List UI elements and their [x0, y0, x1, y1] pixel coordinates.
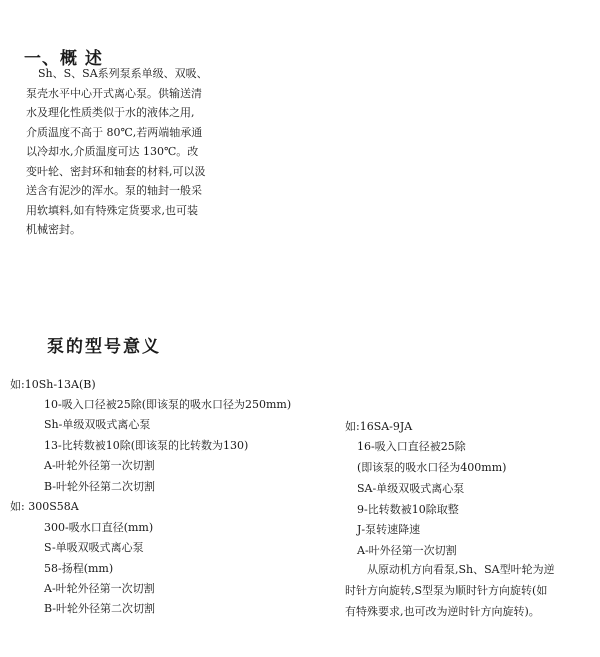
overview-line: 用软填料,如有特殊定货要求,也可装	[26, 203, 198, 217]
overview-line: 水及理化性质类似于水的液体之用,	[26, 106, 195, 119]
rotation-note-line: 时针方向旋转,S型泵为顺时针方向旋转(如	[345, 584, 548, 597]
model-line: (即该泵的吸水口径为400mm)	[357, 461, 507, 474]
model-line: SA-单级双吸式离心泵	[357, 482, 465, 495]
model-heading: 泵的型号意义	[47, 337, 161, 357]
model-line: 9-比转数被10除取整	[357, 503, 459, 516]
model-line: B-叶轮外径第二次切割	[44, 480, 156, 493]
overview-paragraph	[26, 64, 226, 240]
model-line: S-单吸双吸式离心泵	[44, 541, 144, 554]
overview-line: 泵壳水平中心开式离心泵。供输送清	[26, 86, 202, 100]
model-line: A-叶外径第一次切割	[357, 544, 457, 557]
model-line: Sh-单级双吸式离心泵	[44, 418, 151, 431]
model-line: 300-吸水口直径(mm)	[44, 521, 154, 534]
rotation-note	[345, 559, 555, 622]
model-line: 13-比转数被10除(即该泵的比转数为130)	[44, 439, 249, 452]
overview-line: 介质温度不高于 80℃,若两端轴承通	[26, 125, 203, 139]
model-line: 10-吸入口径被25除(即该泵的吸水口径为250mm)	[44, 398, 292, 411]
model-example-1: 如:10Sh-13A(B)	[10, 378, 96, 391]
rotation-note-line: 有特殊要求,也可改为逆时针方向旋转)。	[345, 605, 540, 618]
model-line: 58-扬程(mm)	[44, 562, 114, 575]
model-line: B-叶轮外径第二次切割	[44, 602, 156, 615]
overview-line: Sh、S、SA系列泵系单级、双吸、	[38, 67, 208, 80]
model-line: A-叶轮外径第一次切割	[44, 582, 155, 595]
model-example-2: 如: 300S58A	[10, 500, 79, 513]
overview-line: 以冷却水,介质温度可达 130℃。改	[26, 145, 199, 158]
overview-heading: 一、概 述	[24, 49, 103, 69]
overview-line: 送含有泥沙的浑水。泵的轴封一般采	[26, 184, 202, 197]
model-line: J-泵转速降速	[357, 523, 421, 536]
model-line: 16-吸入口直径被25除	[357, 440, 466, 453]
rotation-note-line: 从原动机方向看泵,Sh、SA型叶轮为逆	[367, 563, 555, 576]
overview-line: 变叶轮、密封环和轴套的材料,可以汲	[26, 164, 206, 178]
model-line: A-叶轮外径第一次切割	[44, 459, 155, 472]
model-example-3: 如:16SA-9JA	[345, 420, 413, 433]
overview-line: 机械密封。	[26, 223, 81, 236]
